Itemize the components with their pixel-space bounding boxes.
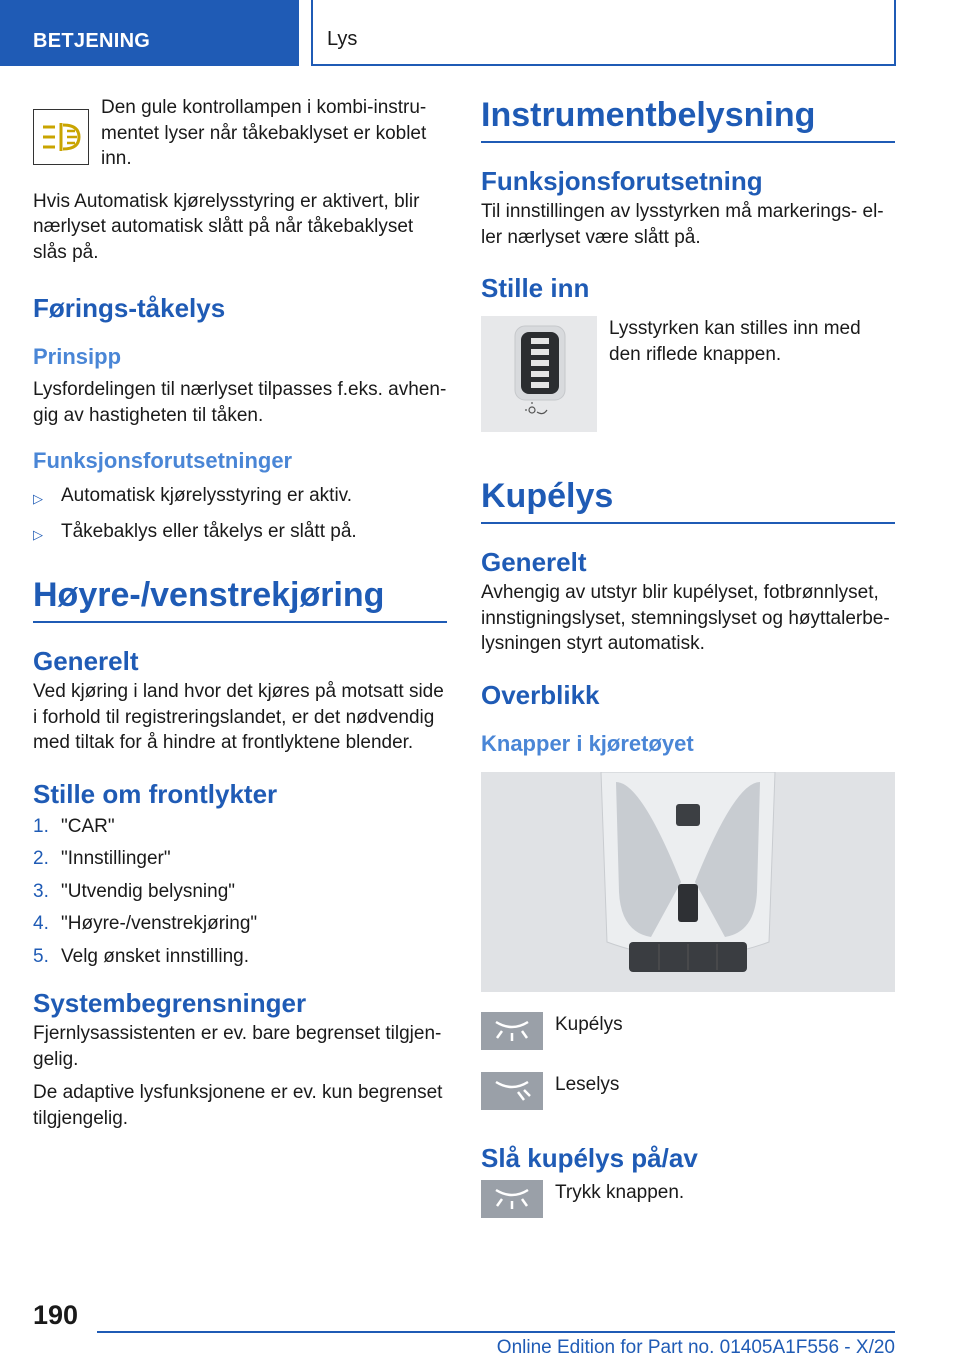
kupe-generelt-heading: Generelt <box>481 547 587 577</box>
funksjon-heading: Funksjonsforutsetninger <box>33 448 293 473</box>
sla-row <box>481 1180 895 1218</box>
list-item: 2. "Innstillinger" <box>33 848 171 869</box>
interior-light-icon <box>481 1012 543 1050</box>
forings-heading: Førings-tåkelys <box>33 293 226 323</box>
list-item: 1. "CAR" <box>33 815 115 837</box>
reading-light-label: Leselys <box>555 1073 620 1095</box>
prinsipp-heading: Prinsipp <box>33 344 122 369</box>
stille-inn-heading: Stille inn <box>481 273 590 303</box>
fog-warning-row <box>33 95 447 172</box>
triangle-bullet-icon: ▷ <box>33 526 43 542</box>
generelt-heading: Generelt <box>33 646 139 676</box>
footer-divider <box>97 1331 895 1333</box>
triangle-bullet-icon: ▷ <box>33 491 43 506</box>
stille-inn-text: Lysstyrken kan stilles inn med den riflede knappen. <box>609 318 861 365</box>
sla-text: Trykk knappen. <box>555 1181 685 1203</box>
list-item: 3. "Utvendig belysning" <box>33 880 236 902</box>
stille-inn-row <box>481 316 895 432</box>
overhead-console-image <box>481 772 895 992</box>
kupe-light-row <box>481 1012 895 1050</box>
right-column <box>481 95 895 1218</box>
list-item: ▷ Automatisk kjørelysstyring er aktiv. <box>33 483 447 512</box>
kupe-heading: Kupélys <box>481 476 895 524</box>
interior-light-button-icon <box>481 1180 543 1218</box>
system-heading: Systembegrensninger <box>33 988 307 1018</box>
list-item: ▷ Tåkebaklys eller tåkelys er slått på. <box>33 519 447 548</box>
auto-light-text: Hvis Automatisk kjørelysstyring er aktivert, blir nærlyset automatisk slått på når tåkebaklyset slås på. <box>33 190 420 263</box>
section-tab: BETJENING <box>0 0 299 66</box>
reading-light-icon <box>481 1072 543 1110</box>
chapter-tab: Lys <box>311 0 896 66</box>
prinsipp-text: Lysfordelingen til nærlyset tilpasses f.eks. avhen-gig av hastigheten til tåken. <box>33 379 447 426</box>
hoyre-heading: Høyre-/venstrekjøring <box>33 575 447 623</box>
page-number: 190 <box>33 1300 79 1330</box>
list-item: 4. "Høyre-/venstrekjøring" <box>33 913 258 934</box>
knapper-heading: Knapper i kjøretøyet <box>481 730 694 756</box>
generelt-text: Ved kjøring i land hvor det kjøres på motsatt side i forhold til registreringslandet, er det nødvendig med tiltak for å hindre at frontlyktene blender. <box>33 681 444 753</box>
system-text-1: Fjernlysassistenten er ev. bare begrenset tilgjen-gelig. <box>33 1023 442 1070</box>
reading-light-row <box>481 1072 895 1110</box>
overblikk-heading: Overblikk <box>481 679 600 710</box>
funksjon-list <box>33 483 447 547</box>
dimmer-knob-image <box>481 316 597 432</box>
stille-heading: Stille om frontlykter <box>33 778 278 809</box>
fog-warning-text: Den gule kontrollampen i kombi-instru-mentet lyser når tåkebaklyset er koblet inn. <box>101 97 427 169</box>
instr-funksjon-heading: Funksjonsforutsetning <box>481 166 763 196</box>
system-text-2: De adaptive lysfunksjonene er ev. kun begrenset tilgjengelig. <box>33 1082 443 1129</box>
instr-funksjon-text: Til innstillingen av lysstyrken må markerings- el-ler nærlyset være slått på. <box>481 201 884 248</box>
rear-fog-light-icon <box>33 109 89 165</box>
footer-edition: Online Edition for Part no. 01405A1F556 - X/20 <box>496 1337 895 1358</box>
steps-list <box>33 814 447 970</box>
kupe-light-label: Kupélys <box>555 1013 623 1035</box>
list-item: 5. Velg ønsket innstilling. <box>33 945 249 967</box>
page-header <box>0 0 960 66</box>
kupe-generelt-text: Avhengig av utstyr blir kupélyset, fotbrønnlyset, innstigningslyset, stemningslyset og høyttalerbe-lysningen styrt automatisk. <box>481 582 890 654</box>
left-column <box>33 95 447 1131</box>
instr-heading: Instrumentbelysning <box>481 95 895 143</box>
sla-heading: Slå kupélys på/av <box>481 1142 698 1173</box>
